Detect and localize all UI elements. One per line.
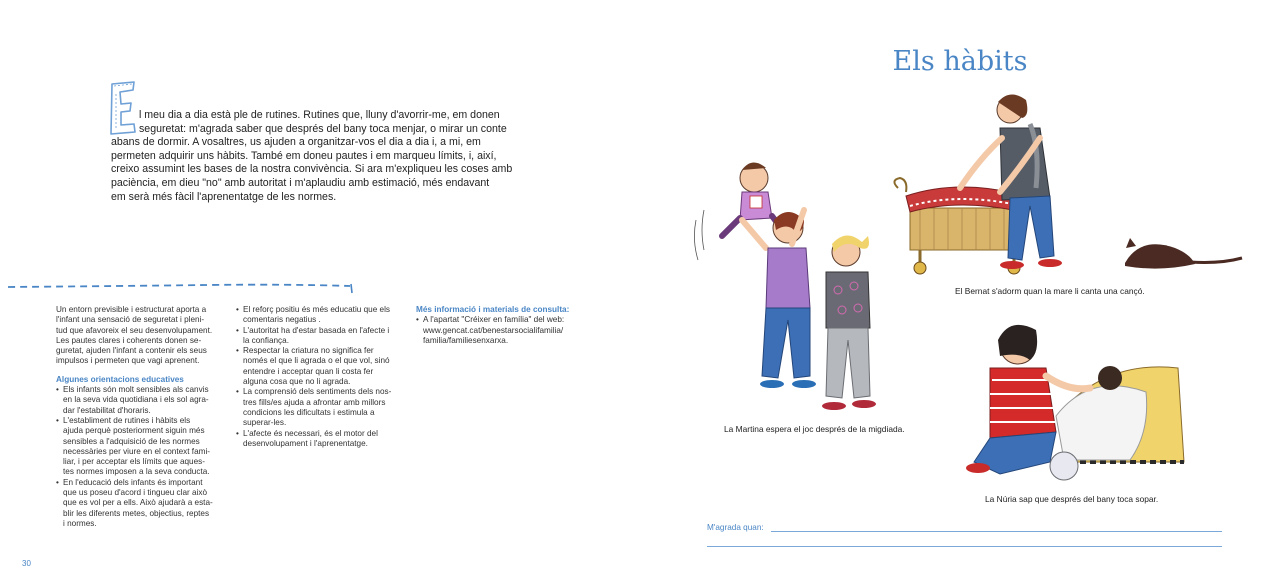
intro-line: l meu dia a dia està ple de rutines. Rutines que, lluny d'avorrir-me, em donen (139, 109, 500, 121)
write-line[interactable] (707, 546, 1222, 547)
text-line: Un entorn previsible i estructurat aporta a (56, 305, 207, 314)
text-line: • El reforç positiu és més educatiu que els (243, 305, 390, 314)
bullet-list (56, 385, 228, 529)
text-line: tes normes imposen a la seva conducta. (63, 467, 210, 477)
text-line: condicions les dificultats i estimula a (243, 407, 375, 417)
text-line: la confiança. (243, 335, 289, 345)
text-line: sensibles a l'adquisició de les normes (63, 436, 200, 446)
text-line: • En l'educació dels infants és important (63, 477, 203, 487)
list-item (56, 416, 228, 478)
text-line: • L'establiment de rutines i hàbits els (63, 415, 191, 425)
intro-line: em serà més fàcil l'aprenentatge de les normes. (111, 190, 337, 203)
section-heading: Més informació i materials de consulta: (416, 305, 570, 314)
text-line: entendre i acceptar quan li costa fer (243, 366, 374, 376)
text-line: tres fills/es ajuda a afrontar amb millors (243, 397, 386, 407)
caption-martina: La Martina espera el joc després de la migdiada. (724, 424, 905, 434)
text-line: • Els infants són molt sensibles als canvis (63, 385, 209, 395)
text-line: • Respectar la criatura no significa fer (243, 346, 374, 356)
page-number: 30 (22, 559, 31, 568)
likes-label: M'agrada quan: (707, 523, 764, 532)
intro-line: abans de dormir. A vosaltres, us ajuden a organitzar-vos el dia a dia i, a mi, em (111, 136, 481, 149)
column-3 (416, 305, 588, 346)
illustration-women-baby (692, 140, 892, 418)
column-2 (236, 305, 408, 449)
section-heading: Algunes orientacions educatives (56, 374, 184, 384)
list-item (236, 305, 408, 326)
page-title: Els hàbits (892, 46, 1028, 77)
intro-line: paciència, em dieu "no" amb autoritat i m'aplaudiu amb estimació, més endavant (111, 176, 490, 189)
text-line: guretat, ajuden l'infant a contenir els seus (56, 346, 207, 356)
web-link[interactable]: familia/familiesenxarxa. (423, 335, 509, 345)
caption-nuria: La Núria sap que després del bany toca sopar. (985, 494, 1159, 504)
text-line: • L'autoritat ha d'estar basada en l'afecte i (243, 325, 390, 335)
web-link[interactable]: www.gencat.cat/benestarsocialifamilia/ (423, 325, 564, 335)
intro-line: permeten adquirir uns hàbits. També em doneu pautes i em marqueu límits, i, així, (111, 149, 497, 162)
text-line: ajuda perquè posteriorment siguin més (63, 426, 205, 436)
text-line: dar l'estabilitat d'horaris. (63, 405, 151, 415)
intro-line: seguretat: m'agrada saber que després del bany toca menjar, o mirar un conte (139, 122, 507, 135)
text-line: i normes. (63, 518, 97, 528)
list-item (56, 385, 228, 416)
intro-line: creixo assumint les bases de la nostra convivència. Si ara m'expliqueu les coses amb (111, 163, 513, 176)
text-line: necessàries per viure en el context fami- (63, 446, 210, 456)
dashed-divider (6, 280, 356, 296)
list-item (236, 326, 408, 347)
intro-paragraph (56, 305, 228, 367)
text-line: alguna cosa que no li agrada. (243, 377, 351, 387)
illustration-father-baby (960, 312, 1188, 490)
text-line: en la seva vida quotidiana i els sol agra- (63, 395, 209, 405)
bullet-list (416, 315, 588, 346)
caption-bernat: El Bernat s'adorm quan la mare li canta una cançó. (955, 286, 1145, 296)
text-line: • La comprensió dels sentiments dels nos- (243, 387, 392, 397)
text-line: tud que afavoreix el seu desenvolupament. (56, 325, 213, 335)
list-item (236, 346, 408, 387)
text-line: comentaris negatius . (243, 315, 321, 325)
text-line: blir les diferents metes, objectius, reptes (63, 508, 210, 518)
text-line: superar-les. (243, 418, 287, 428)
column-1 (56, 305, 228, 529)
text-line: • A l'apartat "Créixer en família" del web: (423, 315, 565, 325)
write-line[interactable] (771, 531, 1222, 532)
text-line: • L'afecte és necessari, és el motor del (243, 428, 378, 438)
list-item (236, 387, 408, 428)
list-item (416, 315, 588, 346)
bullet-list (236, 305, 408, 449)
text-line: que es vol per a ells. Això ajudarà a esta- (63, 498, 213, 508)
list-item (56, 478, 228, 529)
text-line: només el que li agrada o el que vol, sinó (243, 356, 390, 366)
text-line: l'infant una sensació de seguretat i pleni- (56, 315, 205, 325)
intro-text (111, 109, 511, 204)
text-line: desenvolupament i l'aprenentatge. (243, 438, 368, 448)
text-line: que us poseu d'acord i tingueu clar això (63, 488, 208, 498)
list-item (236, 429, 408, 450)
text-line: impulsos i permeten que vagi aprenent. (56, 356, 200, 366)
text-line: liar, i per acceptar els límits que aques- (63, 457, 205, 467)
illustration-mother-cradle (890, 88, 1246, 278)
text-line: Les pautes clares i coherents donen se- (56, 335, 202, 345)
